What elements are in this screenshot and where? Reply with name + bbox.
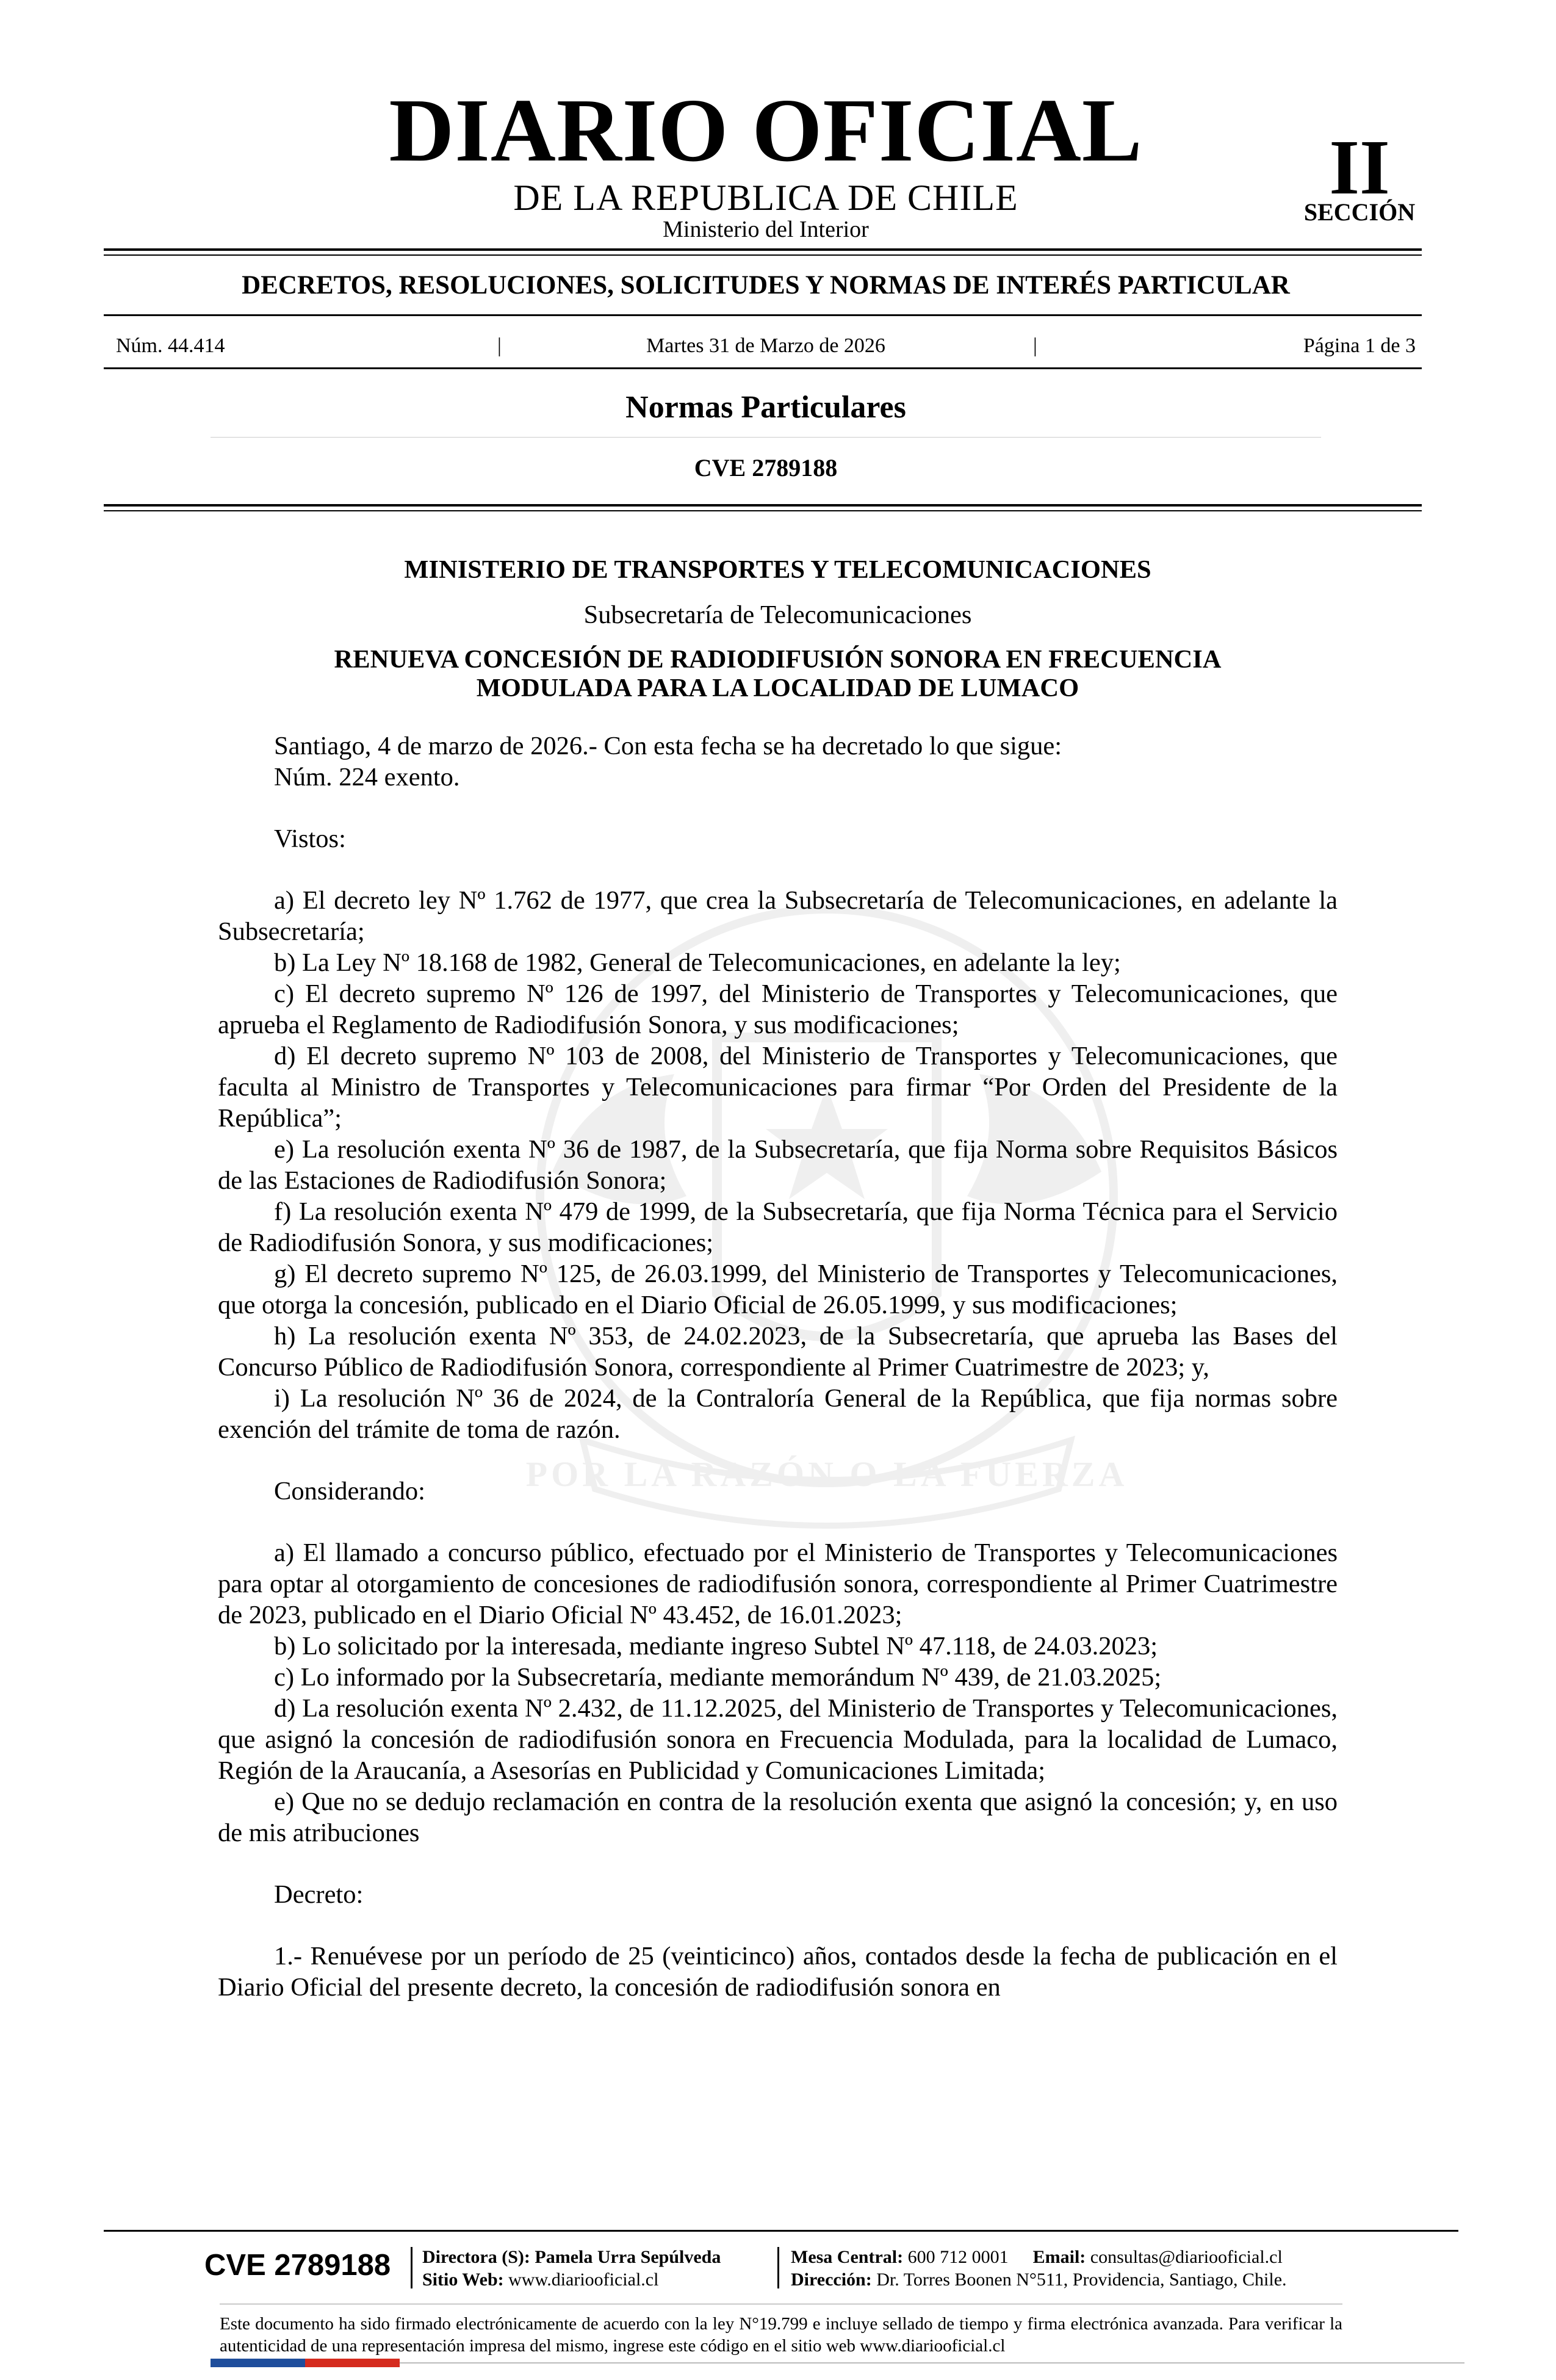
category-banner: DECRETOS, RESOLUCIONES, SOLICITUDES Y NORMAS DE INTERÉS PARTICULAR [242,271,1290,300]
newspaper-title: DIARIO OFICIAL [389,81,1143,181]
phone-number: 600 712 0001 [907,2247,1009,2267]
vistos-label: Vistos: [274,824,346,853]
page-indicator: Página 1 de 3 [1303,334,1416,357]
decreto-label: Decreto: [274,1880,364,1909]
considerando-label: Considerando: [274,1477,425,1506]
banner-rule [104,314,1422,316]
issue-separator: | [497,334,502,357]
footer-website-link[interactable]: www.diariooficial.cl [508,2270,659,2290]
list-item: i) La resolución Nº 36 de 2024, de la Contraloría General de la República, que fija normas sobre exención del trámite de toma de razón. [218,1384,1338,1444]
footer-cve-code: CVE 2789188 [204,2249,391,2282]
section-label: SECCIÓN [1303,198,1416,226]
considerando-list [218,1537,1338,1848]
document-heading-line-1: RENUEVA CONCESIÓN DE RADIODIFUSIÓN SONORA EN FRECUENCIA [334,645,1222,674]
masthead-rule [104,248,1422,251]
document-ministry: MINISTERIO DE TRANSPORTES Y TELECOMUNICACIONES [404,555,1151,584]
header-rule [104,504,1422,507]
list-item: g) El decreto supremo Nº 125, de 26.03.1999, del Ministerio de Transportes y Telecomunicaciones, que otorga la concesión, publicado en el Diario Oficial de 26.05.1999, y sus modificaciones; [218,1260,1338,1319]
decreto-list [218,1941,1338,2003]
list-item: d) La resolución exenta Nº 2.432, de 11.12.2025, del Ministerio de Transportes y Telecomunicaciones, que asignó la concesión de radiodifusión sonora en Frecuencia Modulada, para la localidad de Lumaco, Región de la Araucanía, a Asesorías en Publicidad y Comunicaciones Limitada; [218,1694,1338,1785]
list-item: e) Que no se dedujo reclamación en contra de la resolución exenta que asignó la concesión; y, en uso de mis atribuciones [218,1787,1338,1847]
issue-rule [104,367,1422,369]
newspaper-subtitle: DE LA REPUBLICA DE CHILE [513,178,1018,218]
footer-separator [411,2247,412,2288]
header-rule-thin [104,510,1422,511]
list-item: 1.- Renuévese por un período de 25 (veinticinco) años, contados desde la fecha de publicación en el Diario Oficial del presente decreto, la concesión de radiodifusión sonora en [218,1942,1338,2002]
list-item: h) La resolución exenta Nº 353, de 24.02.2023, de la Subsecretaría, que aprueba las Bases del Concurso Público de Radiodifusión Sonora, correspondiente al Primer Cuatrimestre de 2023; y, [218,1322,1338,1382]
flag-bar-rule [400,2362,1464,2364]
list-item: a) El llamado a concurso público, efectuado por el Ministerio de Transportes y Telecomunicaciones para optar al otorgamiento de concesiones de radiodifusión sonora, correspondiente al Primer Cuatrimestre de 2023, publicado en el Diario Oficial Nº 43.452, de 16.01.2023; [218,1538,1338,1629]
document-subsecretariat: Subsecretaría de Telecomunicaciones [583,600,972,629]
footer-email-link[interactable]: consultas@diariooficial.cl [1090,2247,1283,2267]
footer-contact-block [791,2246,1287,2291]
email-label: Email: [1032,2247,1086,2267]
footer-director-block [422,2246,721,2291]
director-name: Pamela Urra Sepúlveda [535,2247,721,2267]
intro-line-2: Núm. 224 exento. [274,763,460,792]
list-item: a) El decreto ley Nº 1.762 de 1977, que crea la Subsecretaría de Telecomunicaciones, en adelante la Subsecretaría; [218,886,1338,946]
vistos-list [218,885,1338,1445]
list-item: e) La resolución exenta Nº 36 de 1987, de la Subsecretaría, que fija Norma sobre Requisitos Básicos de las Estaciones de Radiodifusión Sonora; [218,1135,1338,1195]
cve-code: CVE 2789188 [694,454,838,481]
address-label: Dirección: [791,2270,872,2290]
web-label: Sitio Web: [422,2270,504,2290]
list-item: f) La resolución exenta Nº 479 de 1999, de la Subsecretaría, que fija Norma Técnica para el Servicio de Radiodifusión Sonora, y sus modificaciones; [218,1197,1338,1257]
flag-bar-red [305,2359,400,2367]
footer-separator [777,2247,779,2288]
address: Dr. Torres Boonen N°511, Providencia, Santiago, Chile. [876,2270,1287,2290]
watermark-motto: POR LA RAZÓN O LA FUERZA [525,1454,1128,1494]
list-item: d) El decreto supremo Nº 103 de 2008, del Ministerio de Transportes y Telecomunicaciones, que faculta al Ministro de Transportes y Telecomunicaciones para firmar “Por Orden del Presidente de la República”; [218,1042,1338,1133]
masthead-rule-thin [104,254,1422,256]
list-item: b) La Ley Nº 18.168 de 1982, General de Telecomunicaciones, en adelante la ley; [274,948,1121,977]
issue-date: Martes 31 de Marzo de 2026 [646,334,885,357]
flag-bar-blue [211,2359,305,2367]
section-divider [211,437,1321,438]
issue-separator: | [1033,334,1037,357]
section-number: II [1329,124,1390,211]
intro-line-1: Santiago, 4 de marzo de 2026.- Con esta fecha se ha decretado lo que sigue: [274,732,1062,760]
list-item: c) Lo informado por la Subsecretaría, mediante memorándum Nº 439, de 21.03.2025; [274,1663,1162,1692]
document-body [218,554,1338,2003]
issue-number: Núm. 44.414 [116,334,225,357]
footer-rule [104,2230,1458,2232]
list-item: c) El decreto supremo Nº 126 de 1997, del Ministerio de Transportes y Telecomunicaciones, que aprueba el Reglamento de Radiodifusión Sonora, y sus modificaciones; [218,979,1338,1039]
legal-notice: Este documento ha sido firmado electrónicamente de acuerdo con la ley N°19.799 e incluye sellado de tiempo y firma electrónica avanzada. Para verificar la autenticidad de una representación impresa del mismo, ingrese este código en el sitio web www.diariooficial.cl [220,2314,1342,2356]
section-title: Normas Particulares [625,390,906,425]
phone-label: Mesa Central: [791,2247,904,2267]
director-label: Directora (S): [422,2247,530,2267]
ministry-line: Ministerio del Interior [663,217,869,242]
document-heading-line-2: MODULADA PARA LA LOCALIDAD DE LUMACO [476,674,1079,702]
list-item: b) Lo solicitado por la interesada, mediante ingreso Subtel Nº 47.118, de 24.03.2023; [274,1632,1158,1661]
